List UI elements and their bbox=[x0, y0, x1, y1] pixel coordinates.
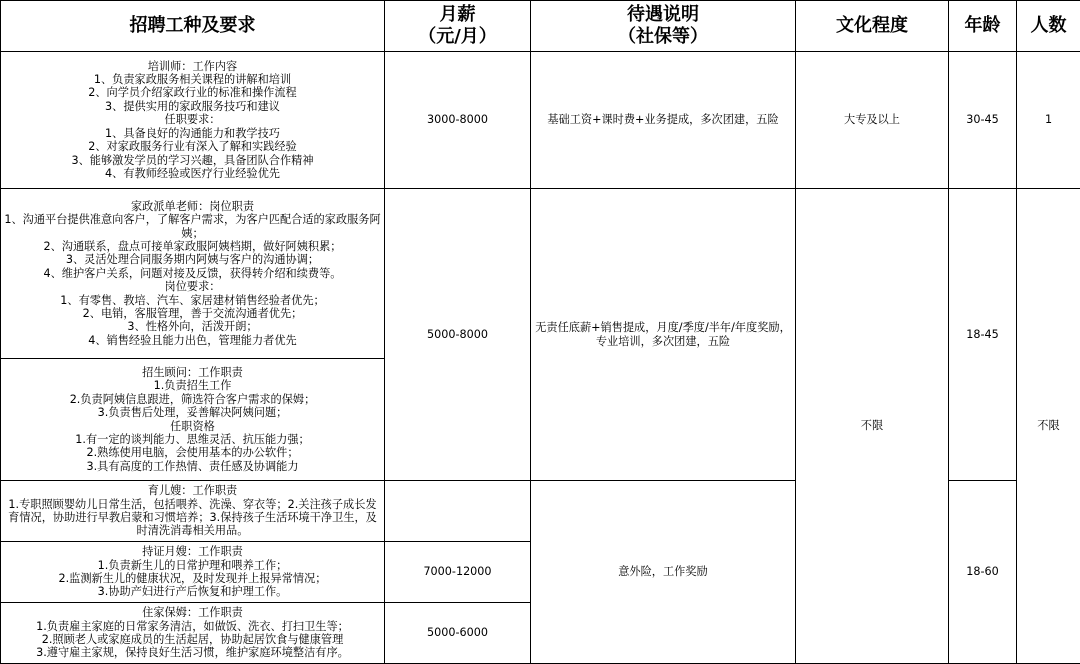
consultant-line: 1.负责招生工作 bbox=[153, 379, 232, 393]
housekeeper-salary: 5000-6000 bbox=[385, 603, 531, 664]
trainer-salary: 3000-8000 bbox=[385, 52, 531, 189]
header-count: 人数 bbox=[1017, 1, 1080, 52]
header-salary-unit: （元/月） bbox=[418, 26, 497, 47]
housekeeper-line: 2.照顾老人或家庭成员的生活起居，协助起居饮食与健康管理 bbox=[41, 633, 344, 646]
dispatch-line: 1、有零售、教培、汽车、家居建材销售经验者优先； bbox=[60, 293, 325, 307]
consultant-description bbox=[1, 359, 385, 481]
nanny-child-description bbox=[1, 481, 385, 542]
trainer-age: 30-45 bbox=[949, 52, 1017, 189]
nanny-child-salary bbox=[385, 481, 531, 542]
trainer-line: 任职要求： bbox=[164, 113, 221, 127]
header-benefits-title: 待遇说明 bbox=[627, 4, 699, 25]
trainer-benefits: 基础工资+课时费+业务提成，多次团建，五险 bbox=[531, 52, 796, 189]
maternity-line: 3.协助产妇进行产后恢复和护理工作。 bbox=[97, 585, 288, 599]
consultant-line: 招生顾问：工作职责 bbox=[142, 365, 243, 379]
housekeeper-description bbox=[1, 603, 385, 664]
trainer-count: 1 bbox=[1017, 52, 1080, 189]
housekeeper-line: 3.遵守雇主家规，保持良好生活习惯，维护家庭环境整洁有序。 bbox=[36, 646, 349, 660]
trainer-line: 3、能够激发学员的学习兴趣，具备团队合作精神 bbox=[71, 153, 314, 167]
dispatch-line: 3、灵活处理合同服务期内阿姨与客户的沟通协调； bbox=[65, 253, 320, 267]
care-age: 18-60 bbox=[949, 481, 1017, 664]
dispatch-description bbox=[1, 189, 385, 359]
consultant-line: 2.熟练使用电脑，会使用基本的办公软件； bbox=[86, 446, 299, 460]
consultant-line: 任职资格 bbox=[170, 419, 215, 433]
table-row-dispatch bbox=[1, 189, 1080, 359]
header-age: 年龄 bbox=[949, 1, 1017, 52]
nanny-child-line: 1.专职照顾婴幼儿日常生活，包括喂养、洗澡、穿衣等；2.关注孩子成长发育情况，协助进行早教启蒙和习惯培养；3.保持孩子生活环境干净卫生，及时清洗消毒相关用品。 bbox=[8, 497, 377, 538]
trainer-description bbox=[1, 52, 385, 189]
trainer-line: 2、对家政服务行业有深入了解和实践经验 bbox=[88, 140, 297, 154]
trainer-line: 1、具备良好的沟通能力和教学技巧 bbox=[105, 126, 280, 140]
header-row bbox=[1, 1, 1080, 52]
maternity-salary: 7000-12000 bbox=[385, 542, 531, 603]
sales-age: 18-45 bbox=[949, 189, 1017, 481]
nanny-child-line: 育儿嫂：工作职责 bbox=[147, 484, 238, 498]
maternity-line: 2.监测新生儿的健康状况，及时发现并上报异常情况； bbox=[58, 572, 327, 585]
consultant-line: 2.负责阿姨信息跟进，筛选符合客户需求的保姆； bbox=[69, 392, 316, 406]
maternity-description bbox=[1, 542, 385, 603]
care-benefits: 意外险，工作奖励 bbox=[531, 481, 796, 664]
dispatch-line: 家政派单老师：岗位职责 bbox=[130, 199, 255, 213]
trainer-line: 培训师：工作内容 bbox=[147, 59, 238, 73]
header-benefits-note: （社保等） bbox=[618, 26, 708, 47]
header-salary bbox=[385, 1, 531, 52]
dispatch-line: 4、销售经验且能力出色，管理能力者优先 bbox=[88, 333, 297, 347]
dispatch-line: 2、电销，客服管理，善于交流沟通者优先； bbox=[82, 307, 303, 321]
maternity-line: 1.负责新生儿的日常护理和喂养工作； bbox=[97, 558, 288, 572]
housekeeper-line: 1.负责雇主家庭的日常家务清洁，如做饭、洗衣、打扫卫生等； bbox=[36, 619, 349, 633]
dispatch-line: 1、沟通平台提供准意向客户，了解客户需求，为客户匹配合适的家政服务阿姨； bbox=[4, 213, 381, 240]
housekeeper-line: 住家保姆：工作职责 bbox=[142, 606, 243, 620]
trainer-education: 大专及以上 bbox=[796, 52, 949, 189]
dispatch-line: 2、沟通联系，盘点可接单家政服阿姨档期，做好阿姨积累； bbox=[43, 239, 342, 253]
header-salary-title: 月薪 bbox=[439, 4, 476, 25]
table-row-trainer bbox=[1, 52, 1080, 189]
consultant-line: 3.具有高度的工作热情、责任感及协调能力 bbox=[86, 459, 299, 473]
consultant-line: 3.负责售后处理，妥善解决阿姨问题； bbox=[97, 406, 288, 420]
header-education: 文化程度 bbox=[796, 1, 949, 52]
header-benefits bbox=[531, 1, 796, 52]
sales-salary: 5000-8000 bbox=[385, 189, 531, 481]
shared-education: 不限 bbox=[796, 189, 949, 664]
maternity-line: 持证月嫂：工作职责 bbox=[142, 545, 243, 559]
trainer-line: 4、有教师经验或医疗行业经验优先 bbox=[105, 166, 280, 180]
trainer-line: 1、负责家政服务相关课程的讲解和培训 bbox=[93, 73, 292, 87]
consultant-line: 1.有一定的谈判能力、思维灵活、抗压能力强； bbox=[75, 432, 310, 446]
shared-count: 不限 bbox=[1017, 189, 1080, 664]
trainer-line: 2、向学员介绍家政行业的标准和操作流程 bbox=[88, 86, 297, 100]
header-position: 招聘工种及要求 bbox=[1, 1, 385, 52]
sales-benefits: 无责任底薪+销售提成，月度/季度/半年/年度奖励，专业培训，多次团建，五险 bbox=[531, 189, 796, 481]
dispatch-line: 岗位要求： bbox=[164, 280, 221, 294]
dispatch-line: 4、维护客户关系，问题对接及反馈，获得转介绍和续费等。 bbox=[43, 266, 342, 280]
trainer-line: 3、提供实用的家政服务技巧和建议 bbox=[105, 99, 280, 113]
dispatch-line: 3、性格外向，活泼开朗； bbox=[127, 320, 258, 334]
